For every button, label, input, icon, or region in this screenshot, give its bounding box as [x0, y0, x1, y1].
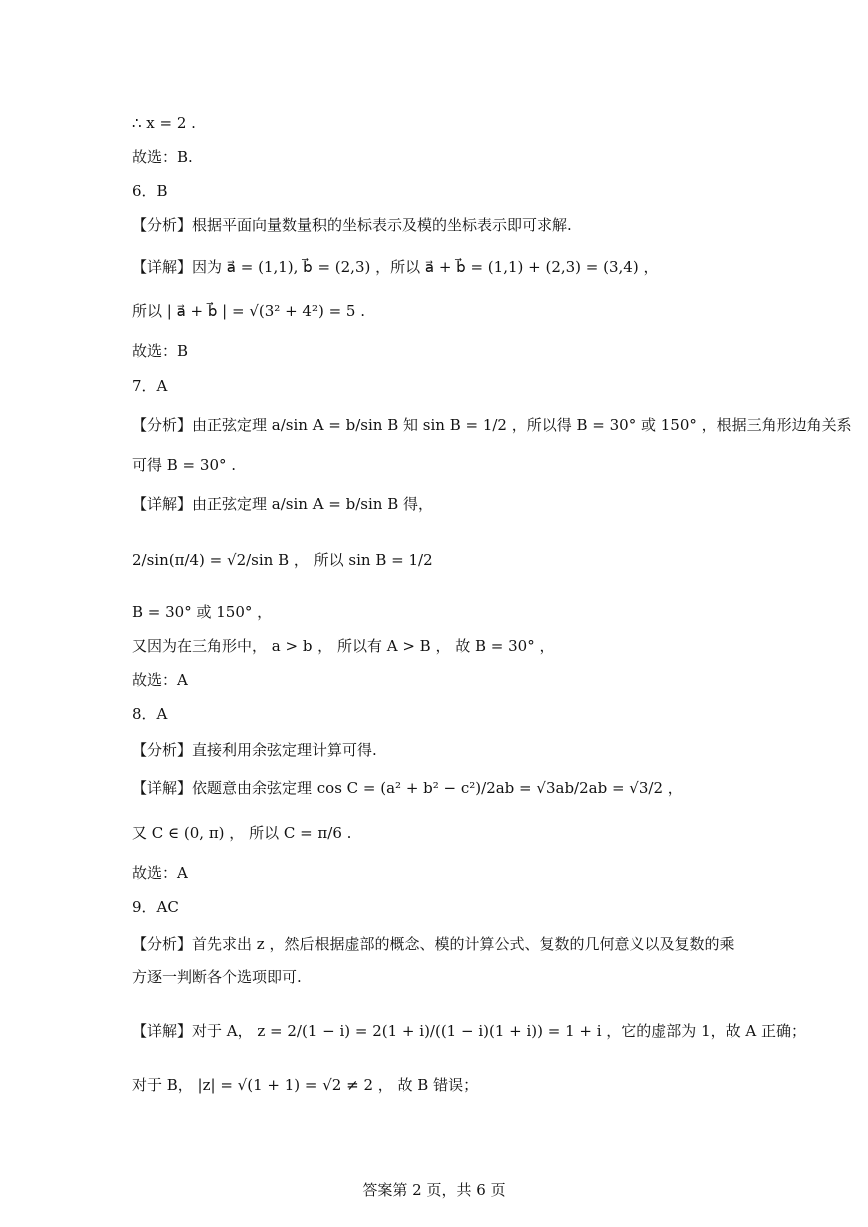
text-line: 故选：A — [132, 671, 188, 689]
text-line: 方逐一判断各个选项即可. — [132, 968, 302, 986]
text-line: 又 C ∈ (0, π) ， 所以 C = π/6 . — [132, 824, 352, 842]
text-line: 8．A — [132, 705, 168, 723]
text-line: 6．B — [132, 182, 168, 200]
text-line: 【分析】由正弦定理 a/sin A = b/sin B 知 sin B = 1/2 ，所以得 B = 30° 或 150° ，根据三角形边角关系 — [132, 416, 852, 434]
text-line: 故选：B. — [132, 148, 193, 166]
text-line: 故选：B — [132, 342, 189, 360]
text-line: 2/sin(π/4) = √2/sin B ， 所以 sin B = 1/2 — [132, 551, 433, 569]
text-line: 【详解】对于 A， z = 2/(1 − i) = 2(1 + i)/((1 − i)(1 + i)) = 1 + i ，它的虚部为 1，故 A 正确； — [132, 1022, 806, 1040]
text-line: B = 30° 或 150° ， — [132, 603, 273, 621]
text-line: 【详解】由正弦定理 a/sin A = b/sin B 得， — [132, 495, 433, 513]
text-line: 【分析】直接利用余弦定理计算可得. — [132, 741, 377, 759]
text-line: 【分析】根据平面向量数量积的坐标表示及模的坐标表示即可求解. — [132, 216, 572, 234]
text-line: 对于 B， |z| = √(1 + 1) = √2 ≠ 2 ， 故 B 错误； — [132, 1076, 479, 1094]
page-footer: 答案第 2 页，共 6 页 — [362, 1181, 506, 1199]
text-line: ∴ x = 2 . — [132, 114, 196, 132]
text-line: 9．AC — [132, 898, 179, 916]
text-line: 又因为在三角形中， a > b ， 所以有 A > B ， 故 B = 30° ， — [132, 637, 555, 655]
text-line: 7．A — [132, 377, 168, 395]
text-line: 所以 | a⃗ + b⃗ | = √(3² + 4²) = 5 . — [132, 302, 365, 320]
text-line: 【分析】首先求出 z ，然后根据虚部的概念、模的计算公式、复数的几何意义以及复数的乘 — [132, 935, 735, 953]
text-line: 【详解】依题意由余弦定理 cos C = (a² + b² − c²)/2ab = √3ab/2ab = √3/2 ， — [132, 779, 683, 797]
text-line: 可得 B = 30° . — [132, 456, 237, 474]
text-line: 故选：A — [132, 864, 188, 882]
text-line: 【详解】因为 a⃗ = (1,1), b⃗ = (2,3) ，所以 a⃗ + b⃗ = (1,1) + (2,3) = (3,4) ， — [132, 258, 659, 276]
